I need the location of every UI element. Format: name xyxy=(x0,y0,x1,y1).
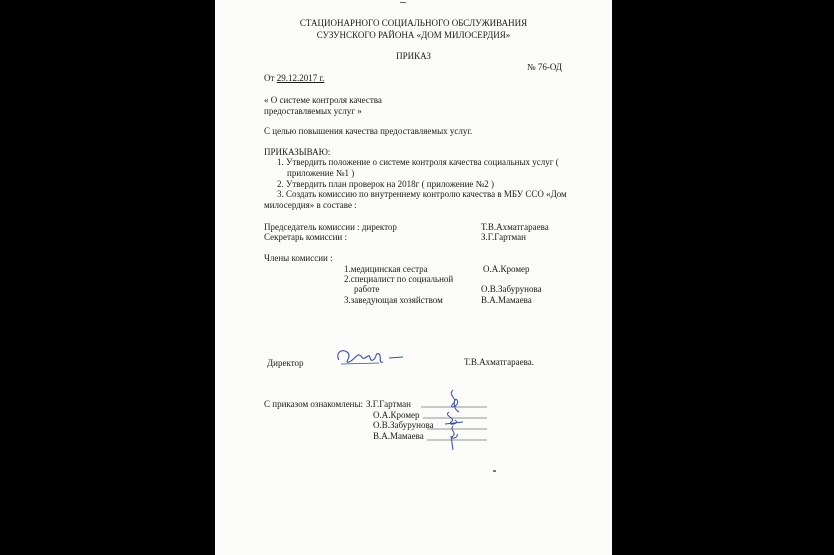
member-1-name: О.А.Кромер xyxy=(483,264,530,274)
order-item-1-line-2: приложение №1 ) xyxy=(287,168,355,178)
order-item-3-line-2: милосердия» в составе : xyxy=(264,200,357,210)
chair-name: Т.В.Ахматгараева xyxy=(481,222,549,232)
order-item-3-line-1: 3. Создать комиссию по внутреннему контролю качества в МБУ ССО «Дом xyxy=(277,189,567,199)
date-line xyxy=(264,73,324,83)
secretary-label: Секретарь комиссии : xyxy=(264,232,347,242)
order-heading: ПРИКАЗЫВАЮ: xyxy=(264,147,331,157)
acquainted-name-2: О.А.Кромер xyxy=(373,410,420,420)
order-item-2: 2. Утвердить план проверок на 2018г ( приложение №2 ) xyxy=(277,179,495,189)
member-2-role-line-1: 2.специалист по социальной xyxy=(344,274,454,284)
member-3-role: 3.заведующая хозяйством xyxy=(344,295,443,305)
org-line-2: СУЗУНСКОГО РАЙОНА «ДОМ МИЛОСЕРДИЯ» xyxy=(316,30,511,40)
signature-name: Т.В.Ахматгараева. xyxy=(464,357,534,367)
order-item-1-line-1: 1. Утвердить положение о системе контроля качества социальных услуг ( xyxy=(277,157,559,167)
member-3-name: В.А.Мамаева xyxy=(481,295,532,305)
acquainted-name-4: В.А.Мамаева xyxy=(373,431,424,441)
member-2-role-line-2: работе xyxy=(354,284,380,294)
purpose-text: С целью повышения качества предоставляемых услуг. xyxy=(264,126,473,136)
members-label: Члены комиссии : xyxy=(264,253,333,263)
director-signature xyxy=(333,344,415,370)
scan-mark xyxy=(400,2,406,3)
doc-type: ПРИКАЗ xyxy=(396,51,431,61)
secretary-name: З.Г.Гартман xyxy=(481,232,526,242)
scan-speck xyxy=(493,470,496,472)
signature-title: Директор xyxy=(267,358,304,368)
member-1-role: 1.медицинская сестра xyxy=(344,264,428,274)
document-page xyxy=(215,0,612,555)
acquainted-name-1: З.Г.Гартман xyxy=(366,399,411,409)
acquainted-label: С приказом ознакомлены: xyxy=(264,399,364,409)
member-2-name: О.В.Забурунова xyxy=(481,284,542,294)
org-line-1: СТАЦИОНАРНОГО СОЦИАЛЬНОГО ОБСЛУЖИВАНИЯ xyxy=(299,18,528,28)
subject-line-2: предоставляемых услуг » xyxy=(264,106,362,116)
chair-label: Председатель комиссии : директор xyxy=(264,222,397,232)
acquaintance-signatures xyxy=(413,386,493,456)
acquainted-name-3: О.В.Забурунова xyxy=(373,420,434,430)
date-prefix: От xyxy=(264,73,275,83)
doc-date: 29.12.2017 г. xyxy=(276,73,325,83)
doc-number: № 76-ОД xyxy=(527,62,563,72)
subject-line-1: « О системе контроля качества xyxy=(264,95,382,105)
